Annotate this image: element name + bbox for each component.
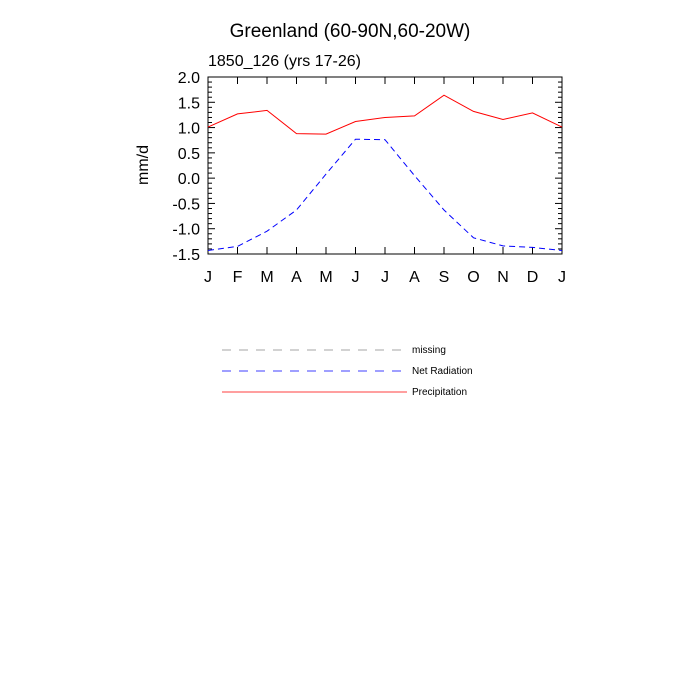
y-tick-label: 0.5 xyxy=(177,145,200,163)
y-tick-label: 0.0 xyxy=(177,171,200,189)
y-tick-label: -0.5 xyxy=(172,196,200,214)
x-tick-label: J xyxy=(381,269,389,286)
legend-label-precipitation: Precipitation xyxy=(412,387,468,398)
legend xyxy=(222,345,473,398)
series-line-net-radiation xyxy=(208,139,562,250)
x-tick-label: M xyxy=(319,269,333,286)
y-tick-label: 1.5 xyxy=(177,95,200,113)
x-tick-label: N xyxy=(497,269,509,286)
legend-label-net-radiation: Net Radiation xyxy=(412,366,473,377)
chart-title: Greenland (60-90N,60-20W) xyxy=(229,21,471,42)
y-axis-label: mm/d xyxy=(135,145,152,185)
x-tick-label: S xyxy=(438,269,450,286)
x-tick-label: J xyxy=(351,269,360,286)
x-tick-label: A xyxy=(291,269,302,286)
x-tick-label: J xyxy=(204,269,212,286)
series-line-precipitation xyxy=(208,95,562,134)
y-tick-label: -1.0 xyxy=(172,221,200,239)
y-tick-label: 2.0 xyxy=(177,70,200,87)
plot-frame xyxy=(208,77,562,254)
plot-area xyxy=(172,70,566,286)
x-tick-label: M xyxy=(260,269,274,286)
y-tick-label: 1.0 xyxy=(177,120,200,138)
x-tick-label: A xyxy=(409,269,420,286)
x-tick-label: F xyxy=(232,269,243,286)
legend-label-missing: missing xyxy=(412,345,446,356)
chart-subtitle: 1850_126 (yrs 17-26) xyxy=(208,53,361,70)
x-tick-label: J xyxy=(558,269,566,286)
x-tick-label: D xyxy=(526,269,539,286)
y-tick-label: -1.5 xyxy=(172,247,200,264)
x-tick-label: O xyxy=(467,269,480,286)
